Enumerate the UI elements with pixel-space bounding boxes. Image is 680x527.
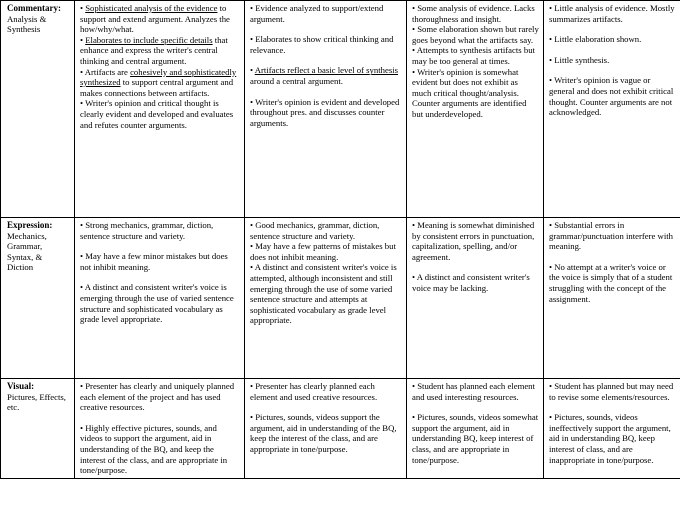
rubric-cell-level-4 [544,1,680,218]
criterion-text: • Writer's opinion is evident and developed throughout pres. and discusses counter arguments. [250,97,402,129]
row-label-cell [1,1,75,218]
criterion-text: • Attempts to synthesis artifacts but may be too general at times. [412,45,539,66]
row-title: Visual: [7,381,35,391]
criterion-text: • Student has planned but may need to revise some elements/resources. [549,381,676,402]
rubric-cell-level-2 [245,379,407,479]
rubric-cell-level-3 [407,379,544,479]
criterion-text: • Student has planned each element and used interesting resources. [412,381,539,402]
criterion-text: • A distinct and consistent writer's voice is emerging through the use of varied sentence structure and sophisticated vocabulary as grade level appropriate. [80,282,240,324]
criterion-text: • Writer's opinion is somewhat evident but does not exhibit as much critical thought/analysis. Counter arguments are identified but underdeveloped. [412,67,539,120]
row-label-cell [1,218,75,379]
row-subtitle: Analysis & Synthesis [7,13,47,35]
rubric-cell-level-1 [75,379,245,479]
criterion-text: • Substantial errors in grammar/punctuation interfere with meaning. [549,220,676,252]
rubric-row-commentary [1,1,680,218]
rubric-cell-level-2 [245,218,407,379]
criterion-text: • Writer's opinion and critical thought is clearly evident and developed and evaluates and refutes counter arguments. [80,98,240,130]
criterion-text: • Elaborates to show critical thinking and relevance. [250,34,402,55]
rubric-row-expression [1,218,680,379]
rubric-cell-level-1 [75,1,245,218]
rubric-cell-level-1 [75,218,245,379]
rubric-cell-level-3 [407,218,544,379]
criterion-text: • May have a few patterns of mistakes but does not inhibit meaning. [250,241,402,262]
criterion-text: • A distinct and consistent writer's voice is attempted, although inconsistent and still emerging through the use of some varied sentence structure and attempts at sophisticated vocabulary as grade level appropriate. [250,262,402,326]
criterion-text: • Little elaboration shown. [549,34,676,45]
rubric-cell-level-4 [544,379,680,479]
criterion-text: • Strong mechanics, grammar, diction, sentence structure and variety. [80,220,240,241]
criterion-text: • Little analysis of evidence. Mostly summarizes artifacts. [549,3,676,24]
row-label-cell [1,379,75,479]
rubric-cell-level-2 [245,1,407,218]
row-title: Expression: [7,220,53,230]
criterion-text: • Little synthesis. [549,55,676,66]
criterion-text: • Good mechanics, grammar, diction, sentence structure and variety. [250,220,402,241]
criterion-text: • Elaborates to include specific details that enhance and express the writer's central thinking and central argument. [80,35,240,67]
criterion-text: • A distinct and consistent writer's voice may be lacking. [412,272,539,293]
criterion-text: • Some elaboration shown but rarely goes beyond what the artifacts say. [412,24,539,45]
criterion-text: • Sophisticated analysis of the evidence to support and extend argument. Analyzes the how/why/what. [80,3,240,35]
criterion-text: • Artifacts are cohesively and sophisticatedly synthesized to support central argument and makes connections between artifacts. [80,67,240,99]
criterion-text: • Artifacts reflect a basic level of synthesis around a central argument. [250,65,402,86]
rubric-cell-level-4 [544,218,680,379]
criterion-text: • Evidence analyzed to support/extend argument. [250,3,402,24]
criterion-text: • Meaning is somewhat diminished by consistent errors in punctuation, capitalization, spelling, and/or agreement. [412,220,539,262]
rubric-cell-level-3 [407,1,544,218]
criterion-text: • Some analysis of evidence. Lacks thoroughness and insight. [412,3,539,24]
criterion-text: • Writer's opinion is vague or general and does not exhibit critical thought. Counter arguments are not acknowledged. [549,75,676,117]
criterion-text: • Pictures, sounds, videos somewhat support the argument, aid in understanding BQ, keep interest of class, and are appropriate in tone/purpose. [412,412,539,465]
rubric-row-visual [1,379,680,479]
criterion-text: • Presenter has clearly and uniquely planned each element of the project and has used creative resources. [80,381,240,413]
criterion-text: • Pictures, sounds, videos ineffectively support the argument, aid in understanding BQ, keep interest of class, and are inappropriate in tone/purpose. [549,412,676,465]
criterion-text: • May have a few minor mistakes but does not inhibit meaning. [80,251,240,272]
criterion-text: • Pictures, sounds, videos support the argument, aid in understanding of the BQ, keep the interest of the class, and are appropriate in tone/purpose. [250,412,402,454]
row-subtitle: Pictures, Effects, etc. [7,391,66,413]
criterion-text: • Presenter has clearly planned each element and used creative resources. [250,381,402,402]
row-title: Commentary: [7,3,61,13]
row-subtitle: Mechanics, Grammar, Syntax, & Diction [7,230,47,273]
criterion-text: • Highly effective pictures, sounds, and videos to support the argument, aid in understanding of the BQ, and keep the interest of the class, and are appropriate in tone/purpose. [80,423,240,476]
criterion-text: • No attempt at a writer's voice or the voice is simply that of a student struggling with the concept of the assignment. [549,262,676,304]
